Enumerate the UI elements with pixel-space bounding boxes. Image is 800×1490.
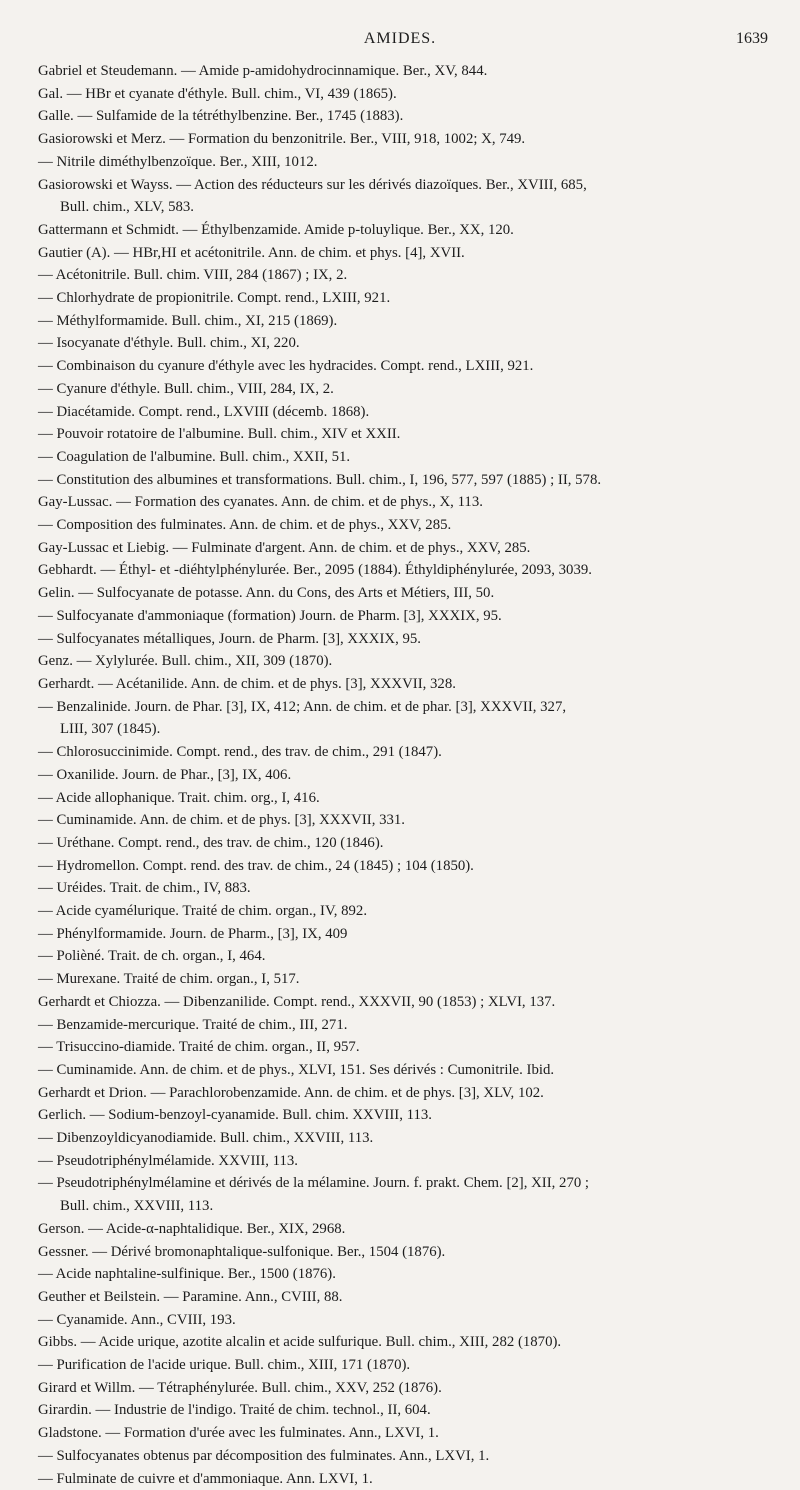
bibliography-line: — Isocyanate d'éthyle. Bull. chim., XI, 220. [38,335,300,352]
bibliography-line: — Cuminamide. Ann. de chim. et de phys. [3], XXXVII, 331. [38,812,405,829]
bibliography-line: Gladstone. — Formation d'urée avec les fulminates. Ann., LXVI, 1. [38,1425,439,1442]
bibliography-line: Gay-Lussac. — Formation des cyanates. Ann. de chim. et de phys., X, 113. [38,494,483,511]
bibliography-line: — Chlorosuccinimide. Compt. rend., des trav. de chim., 291 (1847). [38,744,442,761]
bibliography-line: — Oxanilide. Journ. de Phar., [3], IX, 406. [38,766,292,783]
bibliography-line: Gerson. — Acide-α-naphtalidique. Ber., XIX, 2968. [38,1220,346,1237]
bibliography-line: — Polièné. Trait. de ch. organ., I, 464. [38,948,266,965]
bibliography-line: — Fulminate de cuivre et d'ammoniaque. Ann. LXVI, 1. [38,1470,373,1487]
bibliography-line: Gay-Lussac et Liebig. — Fulminate d'argent. Ann. de chim. et de phys., XXV, 285. [38,539,531,556]
page-header-title: AMIDES. [363,30,437,47]
bibliography-line: Gebhardt. — Éthyl- et -diéhtylphénylurée. Ber., 2095 (1884). Éthyldiphénylurée, 2093, 3039. [38,562,592,579]
bibliography-line: Gattermann et Schmidt. — Éthylbenzamide. Amide p-toluylique. Ber., XX, 120. [38,221,514,238]
bibliography-line: — Uréthane. Compt. rend., des trav. de chim., 120 (1846). [38,834,384,851]
bibliography-line: — Méthylformamide. Bull. chim., XI, 215 (1869). [38,312,338,329]
bibliography-line: Gessner. — Dérivé bromonaphtalique-sulfonique. Ber., 1504 (1876). [38,1243,446,1260]
page-number: 1639 [736,30,768,47]
bibliography-line: — Diacétamide. Compt. rend., LXVIII (décemb. 1868). [38,403,370,420]
bibliography-line: — Benzalinide. Journ. de Phar. [3], IX, 412; Ann. de chim. et de phar. [3], XXXVII, 327, [38,698,567,715]
bibliography-line: — Cyanure d'éthyle. Bull. chim., VIII, 284, IX, 2. [38,380,334,397]
bibliography-line: Gal. — HBr et cyanate d'éthyle. Bull. chim., VI, 439 (1865). [38,85,397,102]
bibliography-line: — Cyanamide. Ann., CVIII, 193. [38,1311,236,1328]
bibliography-line: — Pseudotriphénylmélamide. XXVIII, 113. [38,1152,298,1169]
bibliography-line: — Nitrile diméthylbenzoïque. Ber., XIII, 1012. [38,153,318,170]
bibliography-line: — Purification de l'acide urique. Bull. chim., XIII, 171 (1870). [38,1357,411,1374]
bibliography-line: — Acide naphtaline-sulfinique. Ber., 1500 (1876). [38,1266,336,1283]
bibliography-line: Gabriel et Steudemann. — Amide p-amidohydrocinnamique. Ber., XV, 844. [38,63,488,79]
bibliography-line: — Dibenzoyldicyanodiamide. Bull. chim., XXVIII, 113. [38,1130,374,1147]
bibliography-line: Gasiorowski et Merz. — Formation du benzonitrile. Ber., VIII, 918, 1002; X, 749. [38,131,526,148]
bibliography-line: — Trisuccino-diamide. Traité de chim. organ., II, 957. [38,1039,360,1056]
bibliography-line: Gerhardt et Drion. — Parachlorobenzamide. Ann. de chim. et de phys. [3], XLV, 102. [38,1084,544,1101]
bibliography-line: Galle. — Sulfamide de la tétréthylbenzine. Ber., 1745 (1883). [38,108,404,125]
bibliography-line: Gerhardt. — Acétanilide. Ann. de chim. et de phys. [3], XXXVII, 328. [38,675,456,692]
bibliography-line: Girardin. — Industrie de l'indigo. Traité de chim. technol., II, 604. [38,1402,431,1419]
bibliography-line: — Sulfocyanate d'ammoniaque (formation) Journ. de Pharm. [3], XXXIX, 95. [38,607,502,624]
bibliography-line: Gasiorowski et Wayss. — Action des réducteurs sur les dérivés diazoïques. Ber., XVIII, 685, [38,176,587,193]
bibliography-line: — Composition des fulminates. Ann. de chim. et de phys., XXV, 285. [38,517,452,534]
bibliography-line: Gerhardt et Chiozza. — Dibenzanilide. Compt. rend., XXXVII, 90 (1853) ; XLVI, 137. [38,993,556,1010]
bibliography-line: — Uréides. Trait. de chim., IV, 883. [38,880,251,897]
bibliography-line: — Phénylformamide. Journ. de Pharm., [3], IX, 409 [38,925,348,942]
bibliography-line: — Combinaison du cyanure d'éthyle avec les hydracides. Compt. rend., LXIII, 921. [38,358,534,375]
bibliography-line: Genz. — Xylylurée. Bull. chim., XII, 309 (1870). [38,653,333,670]
bibliography-line: Geuther et Beilstein. — Paramine. Ann., CVIII, 88. [38,1288,343,1305]
bibliography-line: — Murexane. Traité de chim. organ., I, 517. [38,971,300,988]
bibliography-line: — Acide allophanique. Trait. chim. org., I, 416. [38,789,320,806]
bibliography-line: — Constitution des albumines et transformations. Bull. chim., I, 196, 577, 597 (1885) ; II, 578. [38,471,602,488]
bibliography-line: — Pseudotriphénylmélamine et dérivés de la mélamine. Journ. f. prakt. Chem. [2], XII, 270 ; [38,1175,590,1192]
bibliography-line: Gerlich. — Sodium-benzoyl-cyanamide. Bull. chim. XXVIII, 113. [38,1107,432,1124]
bibliography-line: Gelin. — Sulfocyanate de potasse. Ann. du Cons, des Arts et Métiers, III, 50. [38,585,495,602]
bibliography-line: — Hydromellon. Compt. rend. des trav. de chim., 24 (1845) ; 104 (1850). [38,857,474,874]
bibliography-line: — Pouvoir rotatoire de l'albumine. Bull. chim., XIV et XXII. [38,426,401,443]
bibliography-line: Bull. chim., XXVIII, 113. [60,1198,214,1215]
bibliography-entries [38,60,778,1490]
bibliography-line: — Coagulation de l'albumine. Bull. chim., XXII, 51. [38,448,351,465]
bibliography-line: LIII, 307 (1845). [60,721,161,738]
bibliography-line: Gautier (A). — HBr,HI et acétonitrile. Ann. de chim. et phys. [4], XVII. [38,244,465,261]
bibliography-line: — Acide cyamélurique. Traité de chim. organ., IV, 892. [38,903,368,920]
bibliography-line: — Acétonitrile. Bull. chim. VIII, 284 (1867) ; IX, 2. [38,267,348,284]
bibliography-line: — Benzamide-mercurique. Traité de chim., III, 271. [38,1016,348,1033]
bibliography-line: Gibbs. — Acide urique, azotite alcalin et acide sulfurique. Bull. chim., XIII, 282 (1870). [38,1334,562,1351]
bibliography-line: Bull. chim., XLV, 583. [60,199,195,216]
bibliography-line: — Sulfocyanates obtenus par décomposition des fulminates. Ann., LXVI, 1. [38,1447,490,1464]
bibliography-line: Girard et Willm. — Tétraphénylurée. Bull. chim., XXV, 252 (1876). [38,1379,442,1396]
bibliography-line: — Cuminamide. Ann. de chim. et de phys., XLVI, 151. Ses dérivés : Cumonitrile. Ibid. [38,1061,555,1078]
bibliography-line: — Sulfocyanates métalliques, Journ. de Pharm. [3], XXXIX, 95. [38,630,421,647]
bibliography-line: — Chlorhydrate de propionitrile. Compt. rend., LXIII, 921. [38,290,391,307]
